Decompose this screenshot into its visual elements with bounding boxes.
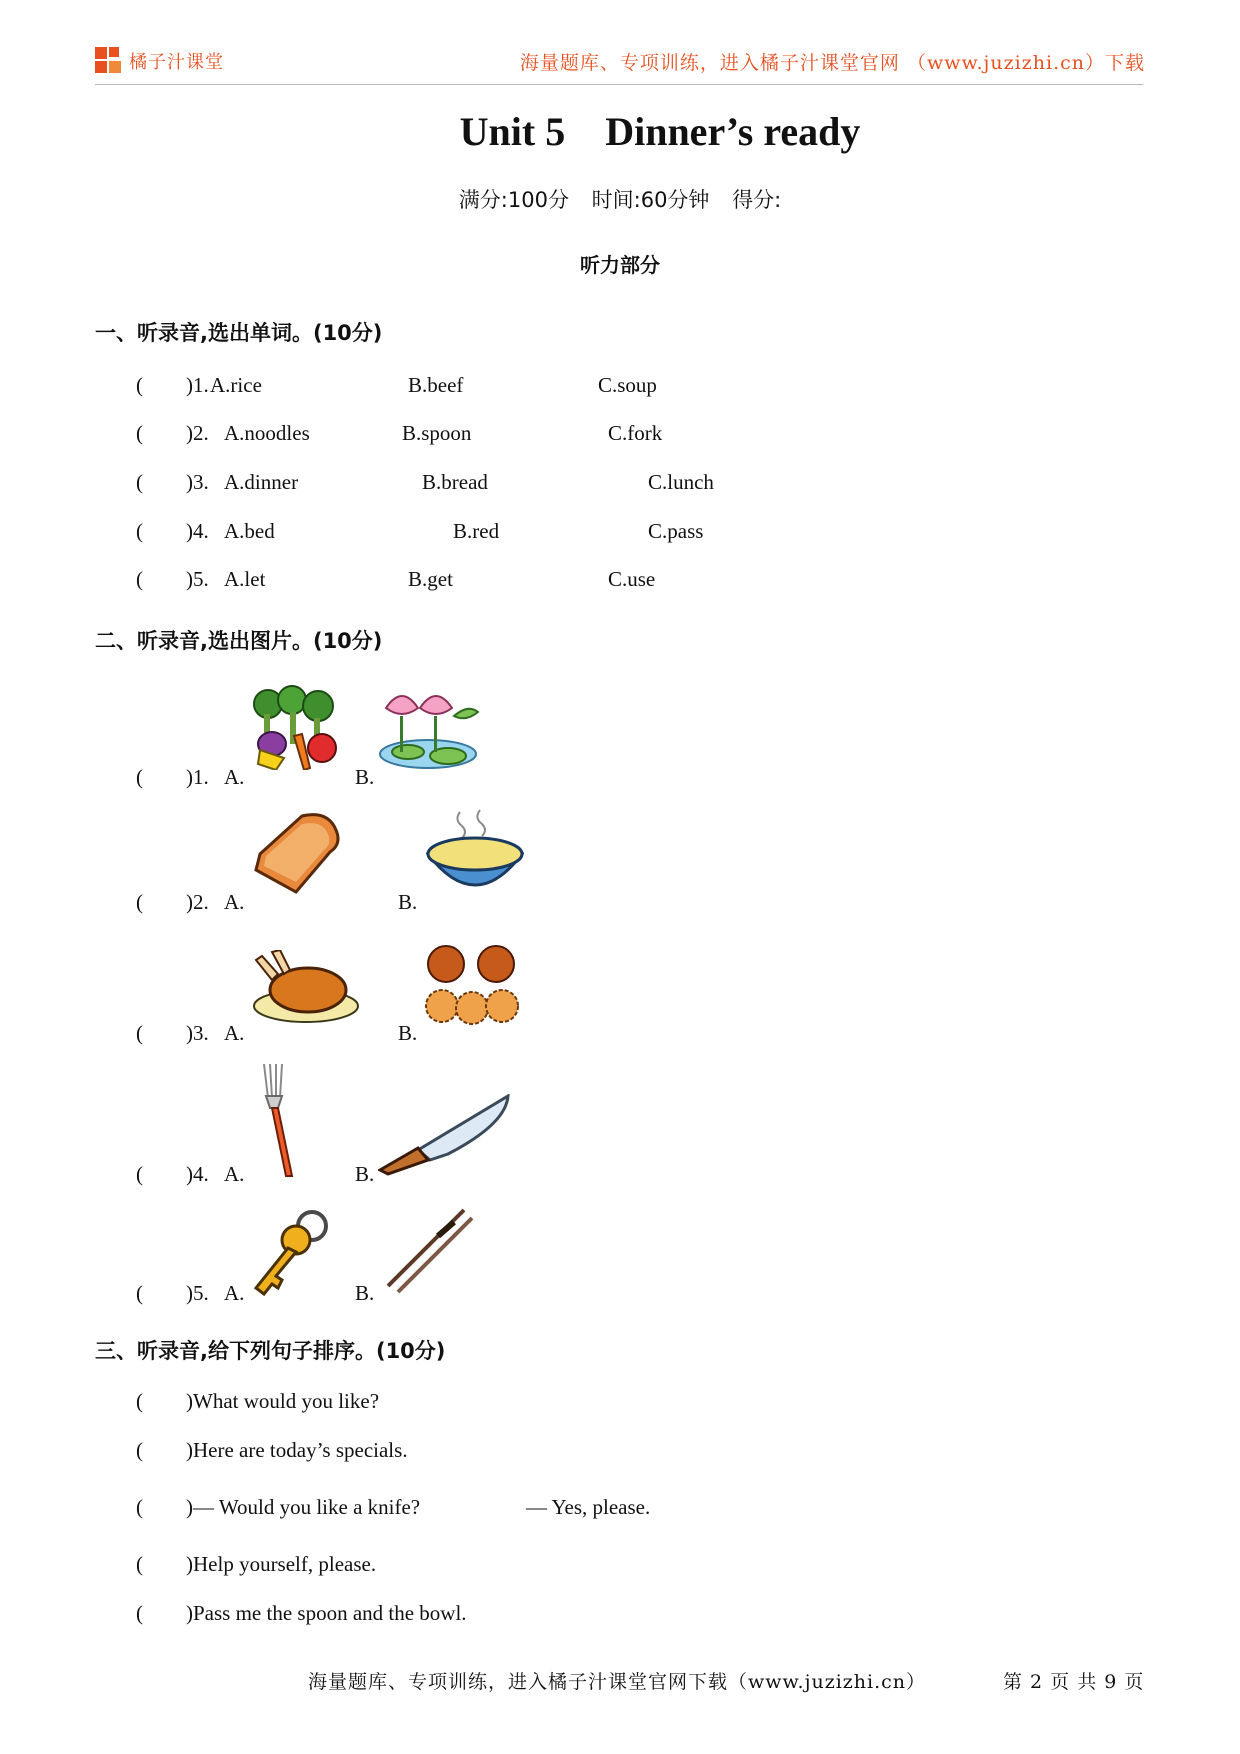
item-number: )4. <box>186 1162 209 1186</box>
brand-logo <box>95 44 224 78</box>
item-number: )2. <box>186 421 209 445</box>
option-b: B. <box>398 890 418 914</box>
option-b: B. <box>355 1281 375 1305</box>
option-a: A.dinner <box>224 470 299 494</box>
knife-picture <box>378 1094 514 1176</box>
answer-paren[interactable]: ( <box>136 1389 143 1413</box>
item-number: )3. <box>186 1021 209 1045</box>
answer-paren[interactable]: ( <box>136 1552 143 1576</box>
option-a: A. <box>224 890 245 914</box>
option-a: A. <box>224 1281 245 1305</box>
exam-info <box>0 184 1240 214</box>
option-b: B. <box>398 1021 418 1045</box>
option-c: C.lunch <box>648 470 714 494</box>
section3-heading: 三、听录音,给下列句子排序。(10分) <box>95 1339 446 1363</box>
answer-paren[interactable]: ( <box>136 373 143 397</box>
item-number: )4. <box>186 519 209 543</box>
sentence-text: )Help yourself, please. <box>186 1552 377 1576</box>
item-number: )5. <box>186 1281 209 1305</box>
score-field: 得分: <box>732 188 782 212</box>
answer-paren[interactable]: ( <box>136 1495 143 1519</box>
answer-paren[interactable]: ( <box>136 567 143 591</box>
answer-paren[interactable]: ( <box>136 421 143 445</box>
option-a: A. <box>224 1162 245 1186</box>
sentence-text: )What would you like? <box>186 1389 380 1413</box>
toast-picture <box>250 810 348 896</box>
option-c: C.use <box>608 567 656 591</box>
option-a: A. <box>224 765 245 789</box>
option-a: A.bed <box>224 519 275 543</box>
option-a: A.noodles <box>224 421 310 445</box>
header-divider <box>95 84 1143 85</box>
item-number: )1. <box>186 765 209 789</box>
lotus-pond-picture <box>378 686 480 770</box>
part-label: 听力部分 <box>580 253 660 277</box>
option-a: A. <box>224 1021 245 1045</box>
answer-paren[interactable]: ( <box>136 1601 143 1625</box>
option-c: C.pass <box>648 519 704 543</box>
sentence-text: )Here are today’s specials. <box>186 1438 408 1462</box>
item-number: )1. <box>186 373 209 397</box>
option-a: A.let <box>224 567 266 591</box>
option-a: A.rice <box>210 373 262 397</box>
answer-paren[interactable]: ( <box>136 890 143 914</box>
soup-bowl-picture <box>426 808 524 896</box>
time-limit: 时间:60分钟 <box>591 188 710 212</box>
answer-paren[interactable]: ( <box>136 470 143 494</box>
answer-paren[interactable]: ( <box>136 1281 143 1305</box>
section1-heading: 一、听录音,选出单词。(10分) <box>95 321 383 345</box>
option-b: B.spoon <box>402 421 472 445</box>
option-b: B.red <box>453 519 500 543</box>
answer-paren[interactable]: ( <box>136 1021 143 1045</box>
full-marks: 满分:100分 <box>458 188 569 212</box>
option-b: B.get <box>408 567 453 591</box>
option-b: B.bread <box>422 470 488 494</box>
item-number: )3. <box>186 470 209 494</box>
answer-paren[interactable]: ( <box>136 765 143 789</box>
page-number: 第 2 页 共 9 页 <box>1003 1671 1145 1693</box>
cookies-picture <box>424 944 520 1030</box>
sentence-text: )— Would you like a knife? <box>186 1495 421 1519</box>
option-b: B. <box>355 1162 375 1186</box>
sentence-reply: — Yes, please. <box>526 1495 651 1519</box>
header-link-text[interactable]: 海量题库、专项训练，进入橘子汁课堂官网 （www.juzizhi.cn）下载 <box>519 52 1145 74</box>
chopsticks-picture <box>384 1200 476 1294</box>
item-number: )2. <box>186 890 209 914</box>
option-c: C.fork <box>608 421 663 445</box>
option-c: C.soup <box>598 373 657 397</box>
answer-paren[interactable]: ( <box>136 1162 143 1186</box>
page-title: Unit 5 Dinner’s ready <box>459 109 861 154</box>
fork-picture <box>258 1062 306 1178</box>
footer-link-text[interactable]: 海量题库、专项训练，进入橘子汁课堂官网下载（www.juzizhi.cn） <box>308 1671 927 1693</box>
logo-icon <box>95 47 123 75</box>
option-b: B.beef <box>408 373 464 397</box>
item-number: )5. <box>186 567 209 591</box>
sentence-text: )Pass me the spoon and the bowl. <box>186 1601 467 1625</box>
logo-text: 橘子汁课堂 <box>129 52 224 73</box>
roast-chicken-picture <box>250 950 362 1024</box>
answer-paren[interactable]: ( <box>136 519 143 543</box>
option-b: B. <box>355 765 375 789</box>
key-picture <box>246 1208 332 1298</box>
vegetables-picture <box>250 684 340 770</box>
answer-paren[interactable]: ( <box>136 1438 143 1462</box>
section2-heading: 二、听录音,选出图片。(10分) <box>95 629 383 653</box>
